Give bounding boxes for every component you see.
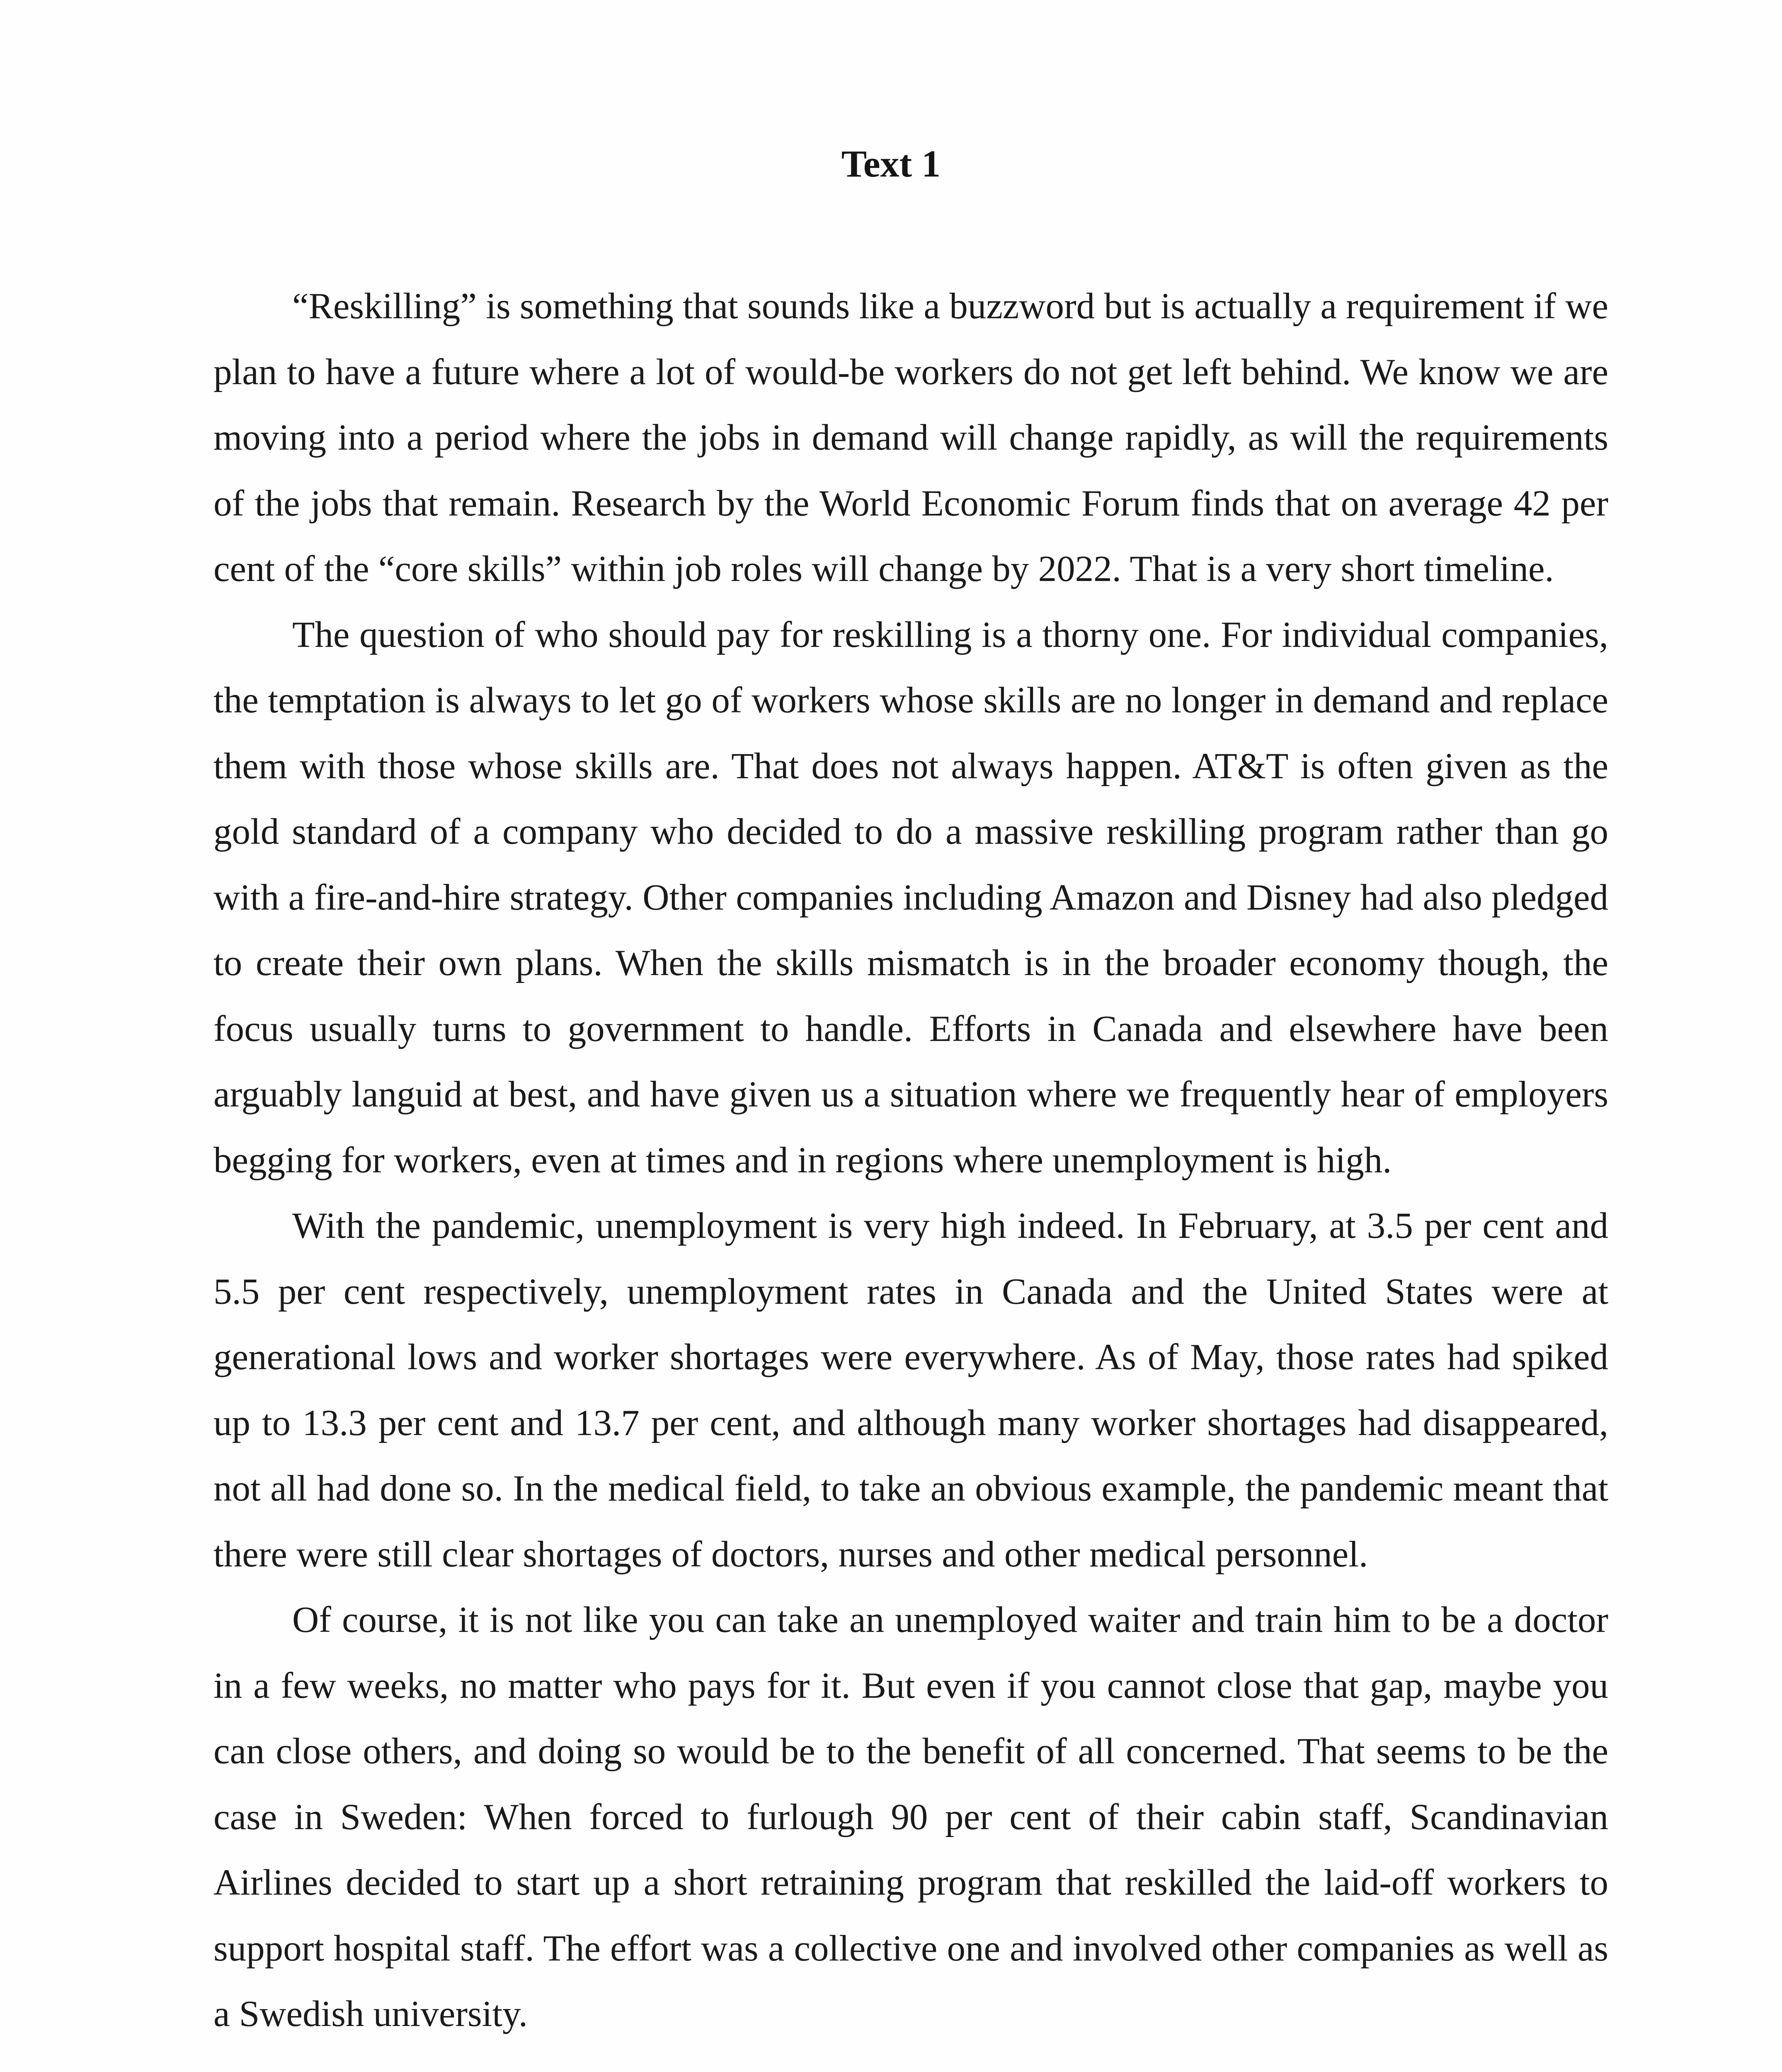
- page-title: Text 1: [841, 143, 941, 185]
- paragraph-1: “Reskilling” is something that sounds like a buzzword but is actually a requirement if we plan to have a future where a lot of would-be workers do not get left behind. We know we are moving into a period where the jobs in demand will change rapidly, as will the requirements of the jobs that remain. Research by the World Economic Forum finds that on average 42 per cent of the “core skills” within job roles will change by 2022. That is a very short timeline.: [213, 286, 1608, 589]
- paragraph-3: With the pandemic, unemployment is very high indeed. In February, at 3.5 per cent and 5.5 per cent respectively, unemployment rates in Canada and the United States were at generational lows and worker shortages were everywhere. As of May, those rates had spiked up to 13.3 per cent and 13.7 per cent, and although many worker shortages had disappeared, not all had done so. In the medical field, to take an obvious example, the pandemic meant that there were still clear shortages of doctors, nurses and other medical personnel.: [213, 1205, 1608, 1575]
- passage-body: [213, 274, 1608, 2047]
- paragraph-2: The question of who should pay for reskilling is a thorny one. For individual companies, the temptation is always to let go of workers whose skills are no longer in demand and replace them with those whose skills are. That does not always happen. AT&T is often given as the gold standard of a company who decided to do a massive reskilling program rather than go with a fire-and-hire strategy. Other companies including Amazon and Disney had also pledged to create their own plans. When the skills mismatch is in the broader economy though, the focus usually turns to government to handle. Efforts in Canada and elsewhere have been arguably languid at best, and have given us a situation where we frequently hear of employers begging for workers, even at times and in regions where unemployment is high.: [213, 614, 1608, 1181]
- paragraph-4: Of course, it is not like you can take an unemployed waiter and train him to be a doctor in a few weeks, no matter who pays for it. But even if you cannot close that gap, maybe you can close others, and doing so would be to the benefit of all concerned. That seems to be the case in Sweden: When forced to furlough 90 per cent of their cabin staff, Scandinavian Airlines decided to start up a short retraining program that reskilled the laid-off workers to support hospital staff. The effort was a collective one and involved other companies as well as a Swedish university.: [213, 1600, 1608, 2034]
